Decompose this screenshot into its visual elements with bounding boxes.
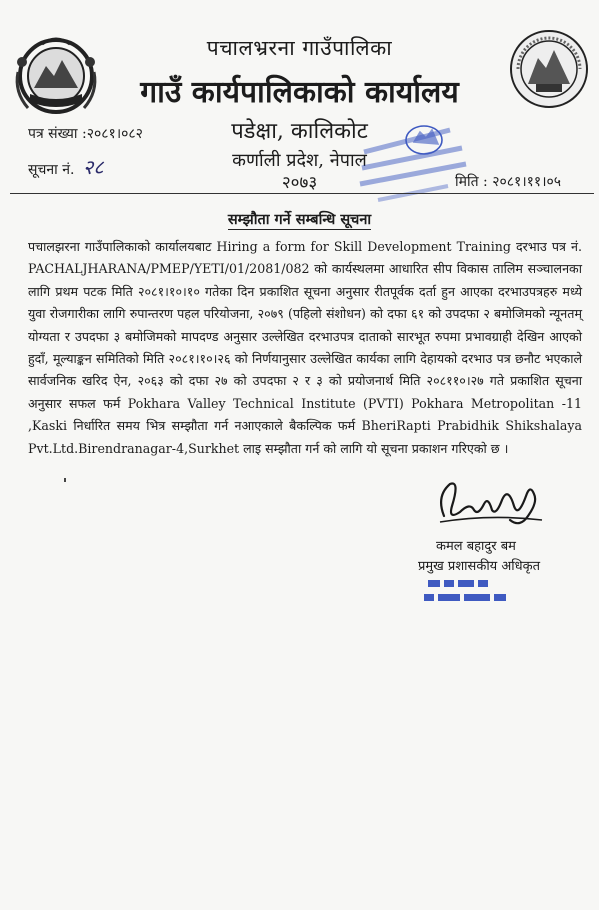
notice-number <box>28 153 104 180</box>
established-year: २०७३ <box>281 173 318 193</box>
office-stamp-icon <box>358 118 470 204</box>
signatory-name: कमल बहादुर बम <box>436 539 516 554</box>
municipality-name: पचालभ्ररना गाउँपालिका <box>206 36 393 60</box>
ink-mark <box>64 478 66 482</box>
letter-number: पत्र संख्या :२०८१।०८२ <box>28 126 143 142</box>
handwritten-signature <box>430 476 550 532</box>
name-stamp-icon <box>420 574 512 614</box>
signatory-title: प्रमुख प्रशासकीय अधिकृत <box>418 559 541 574</box>
notice-body: पचालझरना गाउँपालिकाको कार्यालयबाट Hiring a form for Skill Development Training दरभाउ पत्र नं. PACHALJHARANA/PMEP/YETI/01/2081/082 को कार्यस्थलमा आधारित सीप विकास तालिम सञ्चालनका लागि प्रथम पटक मिति २०८१।१०।१० गतेका दिन प्रकाशित सूचना अनुसार रीतपूर्वक दर्ता हुन आएका दरभाउपत्रहरु मध्ये युवा रोजगारीका लागि रुपान्तरण पहल परियोजना, २०७९ (पहिलो संशोधन) को दफा ६१ को उपदफा २ बमोजिमको न्यूनतम् योग्यता र उपदफा ३ बमोजिमको मापदण्ड अनुसार उल्लेखित दरभाउपत्र दाताको सारभूत रुपमा प्रभावग्राही देखिन आएको हुदाँ, मूल्याङ्कन समितिको मिति २०८१।१०।२६ को निर्णयानुसार उल्लेखित कार्यका लागि देहायको दरभाउ पत्र छनौट भएकाले सार्वजनिक खरिद ऐन, २०६३ को दफा २७ को उपदफा २ र ३ को प्रयोजनार्थ मिति २०८११०।२७ गते प्रकाशित सूचना अनुसार सफल फर्म Pokhara Valley Technical Institute (PVTI) Pokhara Metropolitan -11 ,Kaski निर्धारित समय भित्र सम्झौता गर्न नआएकाले बैकल्पिक फर्म BheriRapti Prabidhik Shikshalaya Pvt.Ltd.Birendranagar-4,Surkhet लाइ सम्झौता गर्न को लागि यो सूचना प्रकाशन गरिएको छ । <box>28 239 582 456</box>
province-country: कर्णाली प्रदेश, नेपाल <box>232 150 367 171</box>
letter-date: मिति : २०८१।११।०५ <box>455 174 562 190</box>
subject-heading <box>0 209 599 229</box>
header-divider <box>10 193 594 194</box>
office-location: पडेक्षा, कालिकोट <box>231 119 368 144</box>
office-name: गाउँ कार्यपालिकाको कार्यालय <box>140 75 459 110</box>
notice-number-value: २८ <box>82 155 104 179</box>
notice-number-label: सूचना नं. <box>28 162 75 178</box>
subject-text: सम्झौता गर्ने सम्बन्धि सूचना <box>227 211 372 228</box>
